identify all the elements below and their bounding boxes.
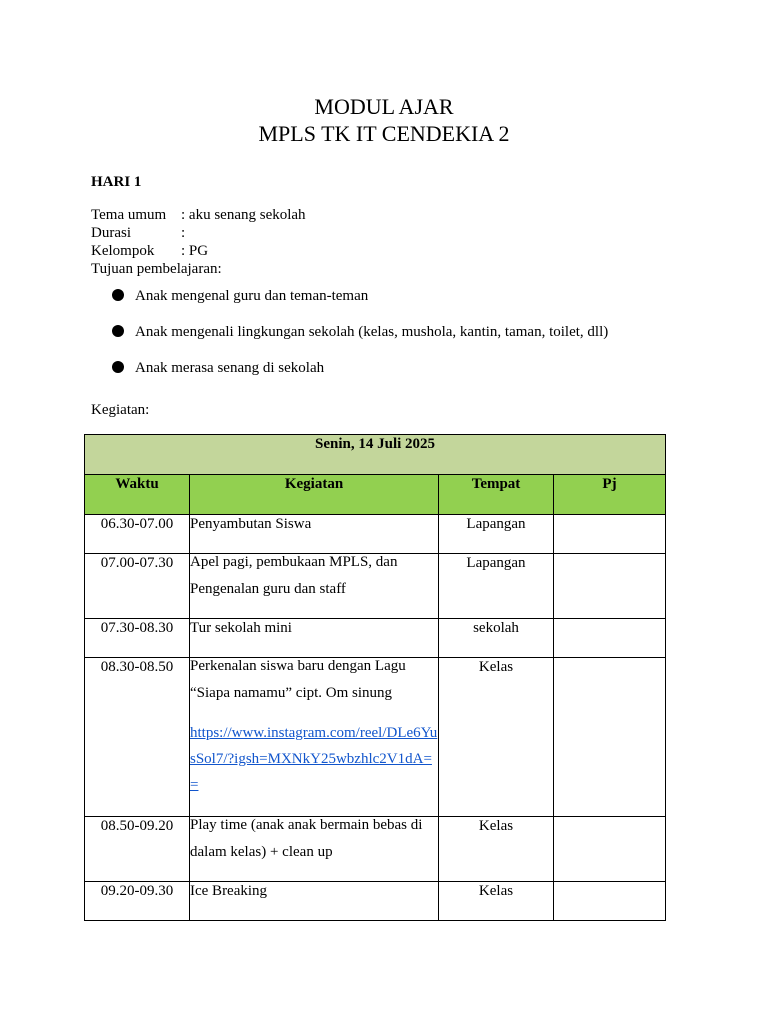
column-header-row [85, 475, 666, 515]
list-item [112, 323, 608, 359]
cell-waktu: 07.00-07.30 [85, 554, 190, 619]
column-header-kegiatan: Kegiatan [190, 475, 439, 515]
cell-waktu: 09.20-09.30 [85, 882, 190, 921]
kegiatan-text: Tur sekolah mini [190, 620, 292, 636]
meta-value: : [181, 225, 186, 241]
bullet-icon [112, 361, 124, 373]
kegiatan-text: Penyambutan Siswa [190, 516, 312, 532]
cell-pj [554, 619, 666, 658]
reference-link[interactable]: https://www.instagram.com/reel/DLe6YusSol7/?igsh=MXNkY25wbzhlc2V1dA== [190, 725, 438, 793]
tujuan-label: Tujuan pembelajaran: [91, 261, 222, 277]
cell-pj [554, 658, 666, 817]
cell-kegiatan [190, 515, 439, 554]
table-row [85, 658, 666, 817]
column-header-waktu: Waktu [85, 475, 190, 515]
kegiatan-text: Play time (anak anak bermain bebas di dalam kelas) + clean up [190, 817, 423, 860]
schedule-table [84, 434, 666, 921]
cell-kegiatan [190, 882, 439, 921]
meta-label: Durasi [91, 225, 131, 241]
cell-kegiatan [190, 817, 439, 882]
cell-kegiatan [190, 619, 439, 658]
list-item [112, 287, 608, 323]
cell-pj [554, 554, 666, 619]
kegiatan-label: Kegiatan: [91, 402, 150, 418]
date-header: Senin, 14 Juli 2025 [85, 435, 666, 475]
cell-waktu: 07.30-08.30 [85, 619, 190, 658]
table-row [85, 515, 666, 554]
column-header-tempat: Tempat [439, 475, 554, 515]
document-title: MODUL AJAR [314, 94, 454, 119]
cell-tempat: Kelas [439, 817, 554, 882]
cell-pj [554, 882, 666, 921]
column-header-pj: Pj [554, 475, 666, 515]
kegiatan-text: Perkenalan siswa baru dengan Lagu “Siapa namamu” cipt. Om sinung [190, 658, 406, 701]
cell-waktu: 08.30-08.50 [85, 658, 190, 817]
cell-tempat: sekolah [439, 619, 554, 658]
objective-text: Anak mengenali lingkungan sekolah (kelas, mushola, kantin, taman, toilet, dll) [135, 324, 609, 340]
module-meta [91, 206, 306, 278]
bullet-icon [112, 325, 124, 337]
learning-objectives-list [112, 287, 608, 395]
cell-waktu: 06.30-07.00 [85, 515, 190, 554]
meta-row-kelompok [91, 242, 306, 260]
cell-tempat: Kelas [439, 658, 554, 817]
meta-row-durasi [91, 224, 306, 242]
reference-link-block [190, 720, 438, 798]
day-heading: HARI 1 [91, 174, 142, 190]
cell-tempat: Lapangan [439, 554, 554, 619]
cell-waktu: 08.50-09.20 [85, 817, 190, 882]
cell-kegiatan [190, 658, 439, 817]
cell-pj [554, 817, 666, 882]
meta-value: : PG [181, 243, 209, 259]
table-row [85, 619, 666, 658]
document-subtitle: MPLS TK IT CENDEKIA 2 [258, 121, 510, 146]
table-row [85, 554, 666, 619]
table-row [85, 882, 666, 921]
cell-tempat: Lapangan [439, 515, 554, 554]
meta-label: Tema umum [91, 207, 167, 223]
meta-label: Kelompok [91, 243, 155, 259]
cell-tempat: Kelas [439, 882, 554, 921]
kegiatan-text: Apel pagi, pembukaan MPLS, dan Pengenalan guru dan staff [190, 554, 398, 597]
table-row [85, 817, 666, 882]
objective-text: Anak merasa senang di sekolah [135, 360, 325, 376]
date-header-row [85, 435, 666, 475]
meta-value: : aku senang sekolah [181, 207, 306, 223]
cell-kegiatan [190, 554, 439, 619]
objective-text: Anak mengenal guru dan teman-teman [135, 288, 369, 304]
bullet-icon [112, 289, 124, 301]
list-item [112, 359, 608, 395]
cell-pj [554, 515, 666, 554]
meta-row-tema [91, 206, 306, 224]
kegiatan-text: Ice Breaking [190, 883, 268, 899]
